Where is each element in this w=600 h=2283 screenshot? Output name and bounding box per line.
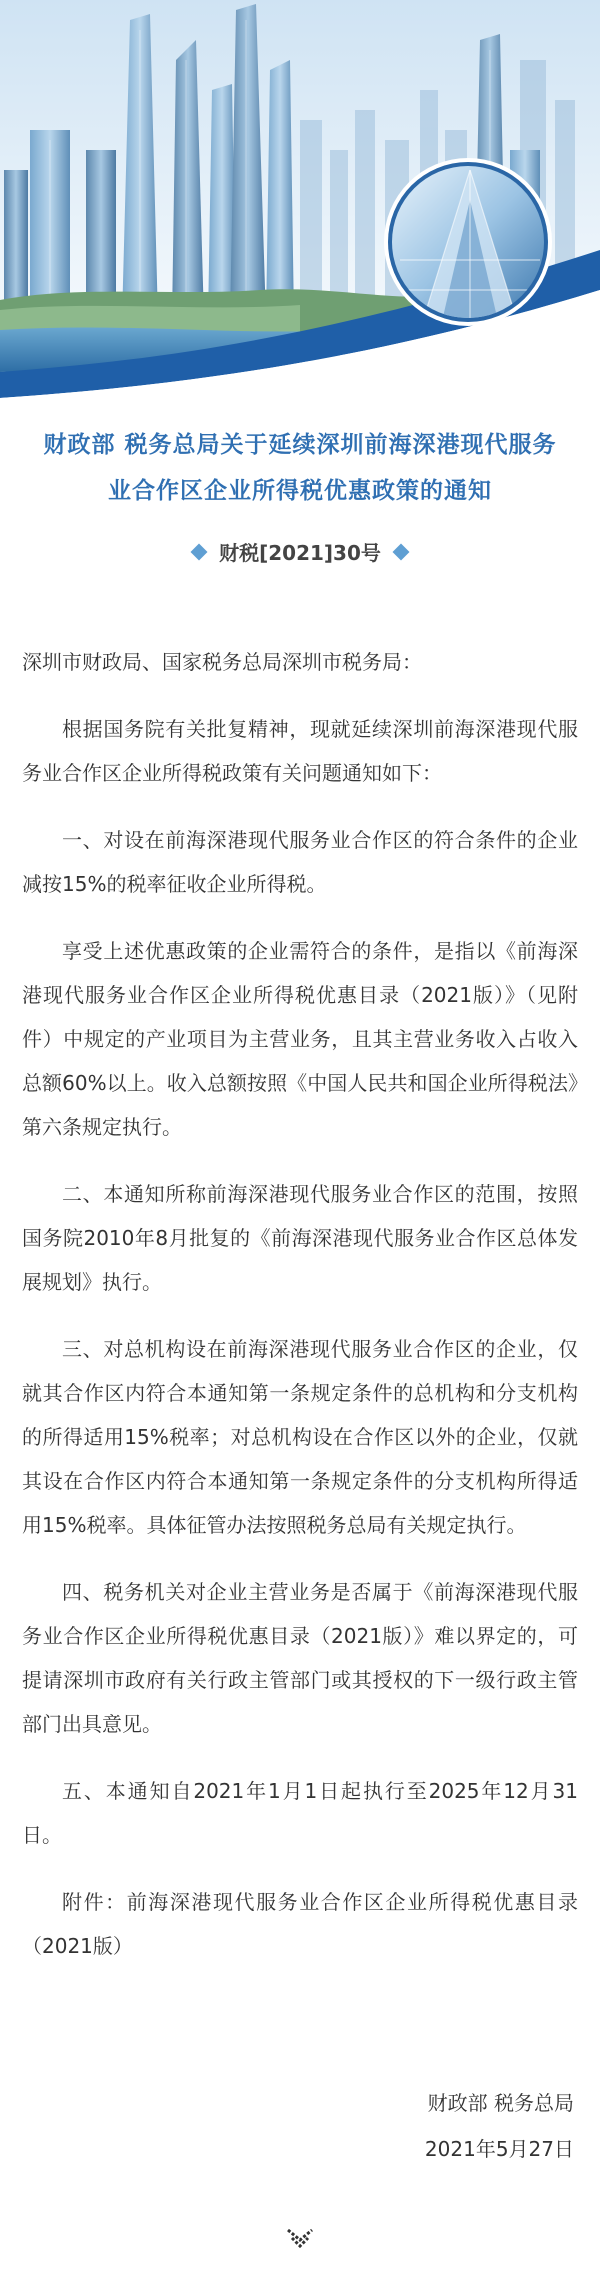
- notice-title: [20, 422, 580, 514]
- issue-date: 2021年5月27日: [424, 2137, 574, 2161]
- document-number-row: [0, 537, 600, 566]
- paragraph-3: 三、对总机构设在前海深港现代服务业合作区的企业，仅就其合作区内符合本通知第一条规定条件的总机构和分支机构的所得适用15%税率；对总机构设在合作区以外的企业，仅就其设在合作区内符合本通知第一条规定条件的分支机构所得适用15%税率。具体征管办法按照税务总局有关规定执行。: [22, 1337, 578, 1537]
- paragraph-2: 二、本通知所称前海深港现代服务业合作区的范围，按照国务院2010年8月批复的《前海深港现代服务业合作区总体发展规划》执行。: [22, 1182, 578, 1294]
- paragraph-intro: 根据国务院有关批复精神，现就延续深圳前海深港现代服务业合作区企业所得税政策有关问题通知如下：: [22, 717, 578, 785]
- title-line-1: 财政部 税务总局关于延续深圳前海深港现代服务: [43, 432, 557, 458]
- signoff: [425, 2080, 574, 2172]
- title-line-2: 业合作区企业所得税优惠政策的通知: [108, 478, 492, 504]
- addressee: 深圳市财政局、国家税务总局深圳市税务局：: [22, 650, 422, 674]
- paragraph-conditions: 享受上述优惠政策的企业需符合的条件，是指以《前海深港现代服务业合作区企业所得税优惠目录（2021版）》（见附件）中规定的产业项目为主营业务，且其主营业务收入占收入总额60%以上。收入总额按照《中国人民共和国企业所得税法》第六条规定执行。: [22, 939, 578, 1139]
- attachment-note: 附件：前海深港现代服务业合作区企业所得税优惠目录（2021版）: [22, 1890, 578, 1958]
- chevron-down-icon: [284, 2226, 316, 2250]
- paragraph-5: 五、本通知自2021年1月1日起执行至2025年12月31日。: [22, 1779, 578, 1847]
- city-skyline-icon: [0, 0, 600, 400]
- city-skyline-banner: [0, 0, 600, 400]
- paragraph-1: 一、对设在前海深港现代服务业合作区的符合条件的企业减按15%的税率征收企业所得税。: [22, 828, 578, 896]
- diamond-icon: [191, 543, 208, 560]
- paragraph-4: 四、税务机关对企业主营业务是否属于《前海深港现代服务业合作区企业所得税优惠目录（2021版）》难以界定的，可提请深圳市政府有关行政主管部门或其授权的下一级行政主管部门出具意见。: [22, 1580, 578, 1736]
- notice-body: [22, 640, 578, 1991]
- document-number: 财税[2021]30号: [219, 541, 381, 565]
- diamond-icon: [392, 543, 409, 560]
- issuer: 财政部 税务总局: [427, 2091, 574, 2115]
